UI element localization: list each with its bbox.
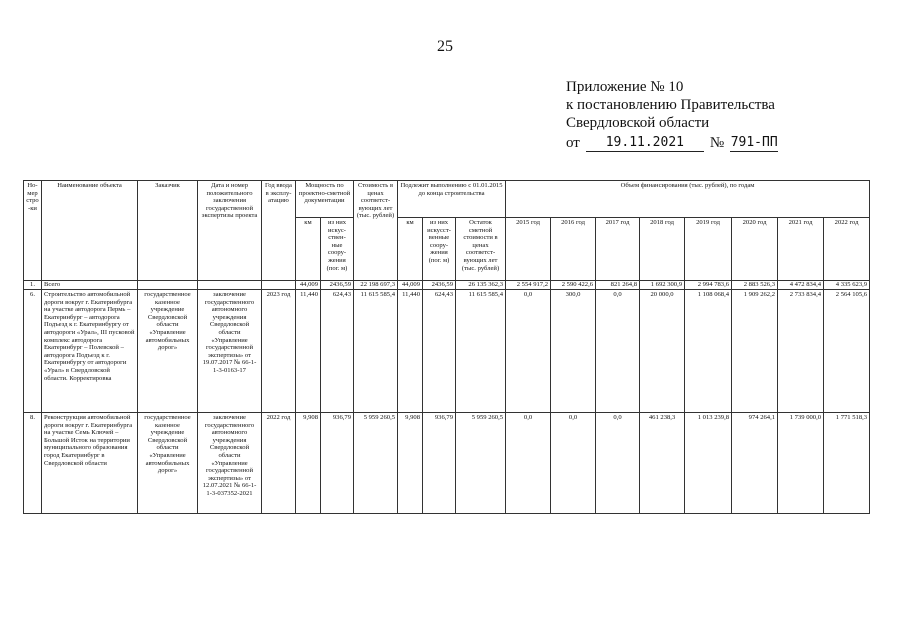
cell-artificial-remaining: 2436,59: [423, 281, 456, 290]
cell-expertise: [198, 281, 262, 290]
resolution-date: 19.11.2021: [586, 135, 704, 152]
cell-2020: 2 883 526,3: [732, 281, 778, 290]
cell-2020: 1 909 262,2: [732, 290, 778, 413]
table-row: [24, 413, 870, 514]
cell-customer: государственное казенное учреждение Свердловской области «Управление автомобильных дорог»: [138, 413, 198, 514]
header-remaining: Подлежит выполнению с 01.01.2015 до конца строительства: [398, 181, 506, 218]
cell-expertise: заключение государственного автономного учреждения Свердловской области «Управление государственной экспертизы» от 19.07.2017 № 66-1-1-3-0163-17: [198, 290, 262, 413]
cell-artificial-remaining: 936,79: [423, 413, 456, 514]
cell-2018: 1 692 300,9: [640, 281, 685, 290]
cell-2021: 1 739 000,0: [778, 413, 824, 514]
cell-2021: 4 472 834,4: [778, 281, 824, 290]
cell-artificial: 624,43: [321, 290, 354, 413]
header-capacity: Мощность по проектно-сметной документации: [296, 181, 354, 218]
cell-object-name: Строительство автомобильной дороги вокруг г. Екатеринбурга на участке автодорога Пермь – Екатеринбург – автодорога Подъезд к г. Екатеринбургу от автодороги «Урал», III пусковой комплекс автодорога Екатеринбург – Полевской – автодорога Подъезд к г. Екатеринбургу от автодороги «Урал» в Свердловской области. Корректировка: [42, 290, 138, 413]
cell-artificial: 936,79: [321, 413, 354, 514]
cell-2020: 974 264,1: [732, 413, 778, 514]
header-km-remaining: км: [398, 218, 423, 281]
cell-row-number: 1.: [24, 281, 42, 290]
cell-2017: 821 264,8: [596, 281, 640, 290]
cell-2016: 300,0: [551, 290, 596, 413]
cell-customer: [138, 281, 198, 290]
header-year-2016: 2016 год: [551, 218, 596, 281]
cell-expertise: заключение государственного автономного учреждения Свердловской области «Управление государственной экспертизы» от 12.07.2021 № 66-1-1-3-037352-2021: [198, 413, 262, 514]
header-km: км: [296, 218, 321, 281]
header-year-2020: 2020 год: [732, 218, 778, 281]
cell-year: 2023 год: [262, 290, 296, 413]
cell-km-remaining: 11,440: [398, 290, 423, 413]
table-row: [24, 290, 870, 413]
cell-year: [262, 281, 296, 290]
header-artificial: из них искус-ствен-ные соору-жения (пог. м): [321, 218, 354, 281]
cell-object-name: Всего: [42, 281, 138, 290]
cell-2016: 2 590 422,6: [551, 281, 596, 290]
cell-year: 2022 год: [262, 413, 296, 514]
cell-km: 11,440: [296, 290, 321, 413]
cell-cost: 5 959 260,5: [354, 413, 398, 514]
cell-2022: 4 335 623,9: [824, 281, 870, 290]
cell-2021: 2 733 834,4: [778, 290, 824, 413]
cell-2019: 1 108 068,4: [685, 290, 732, 413]
cell-row-number: 8.: [24, 413, 42, 514]
cell-km-remaining: 9,908: [398, 413, 423, 514]
cell-2019: 2 994 783,6: [685, 281, 732, 290]
header-year-2017: 2017 год: [596, 218, 640, 281]
header-year-2015: 2015 год: [506, 218, 551, 281]
header-artificial-remaining: из них искусст-венные соору-жения (пог. м): [423, 218, 456, 281]
appendix-date-line: [566, 134, 778, 152]
cell-km-remaining: 44,009: [398, 281, 423, 290]
cell-2022: 2 564 105,6: [824, 290, 870, 413]
table-row-total: [24, 281, 870, 290]
cell-2018: 20 000,0: [640, 290, 685, 413]
header-cost: Стоимость в ценах соответст-вующих лет (тыс. рублей): [354, 181, 398, 281]
cell-balance: 5 959 260,5: [456, 413, 506, 514]
cell-2017: 0,0: [596, 290, 640, 413]
header-object-name: Наименование объекта: [42, 181, 138, 281]
header-financing: Объем финансирования (тыс. рублей), по годам: [506, 181, 870, 218]
header-year-commission: Год ввода в эксплу-атацию: [262, 181, 296, 281]
cell-km: 44,009: [296, 281, 321, 290]
cell-balance: 11 615 585,4: [456, 290, 506, 413]
cell-2015: 2 554 917,2: [506, 281, 551, 290]
page-number: 25: [437, 38, 453, 55]
number-label: №: [709, 135, 725, 151]
header-customer: Заказчик: [138, 181, 198, 281]
header-year-2018: 2018 год: [640, 218, 685, 281]
appendix-region: Свердловской области: [566, 115, 710, 131]
cell-2017: 0,0: [596, 413, 640, 514]
cell-2015: 0,0: [506, 413, 551, 514]
cell-object-name: Реконструкция автомобильной дороги вокруг г. Екатеринбурга на участке Семь Ключей – Большой Исток на территории муниципального образования город Екатеринбург в Свердловской области: [42, 413, 138, 514]
cell-2015: 0,0: [506, 290, 551, 413]
header-year-2019: 2019 год: [685, 218, 732, 281]
cell-artificial-remaining: 624,43: [423, 290, 456, 413]
financing-table: [23, 180, 870, 514]
header-row-number: Но-мер стро-ки: [24, 181, 42, 281]
appendix-title: Приложение № 10: [566, 79, 684, 95]
cell-2018: 461 238,3: [640, 413, 685, 514]
resolution-number: 791-ПП: [730, 135, 778, 150]
cell-2016: 0,0: [551, 413, 596, 514]
header-balance: Остаток сметной стоимости в ценах соответст-вующих лет (тыс. рублей): [456, 218, 506, 281]
cell-2019: 1 013 239,8: [685, 413, 732, 514]
cell-balance: 26 135 362,3: [456, 281, 506, 290]
header-year-2021: 2021 год: [778, 218, 824, 281]
cell-artificial: 2436,59: [321, 281, 354, 290]
cell-2022: 1 771 518,3: [824, 413, 870, 514]
appendix-resolution: к постановлению Правительства: [566, 97, 775, 113]
from-label: от: [566, 135, 580, 151]
appendix-header: [566, 78, 778, 152]
cell-customer: государственное казенное учреждение Свердловской области «Управление автомобильных дорог»: [138, 290, 198, 413]
cell-cost: 22 198 697,3: [354, 281, 398, 290]
header-expertise: Дата и номер положительного заключения государственной экспертизы проекта: [198, 181, 262, 281]
cell-km: 9,908: [296, 413, 321, 514]
cell-row-number: 6.: [24, 290, 42, 413]
header-year-2022: 2022 год: [824, 218, 870, 281]
cell-cost: 11 615 585,4: [354, 290, 398, 413]
